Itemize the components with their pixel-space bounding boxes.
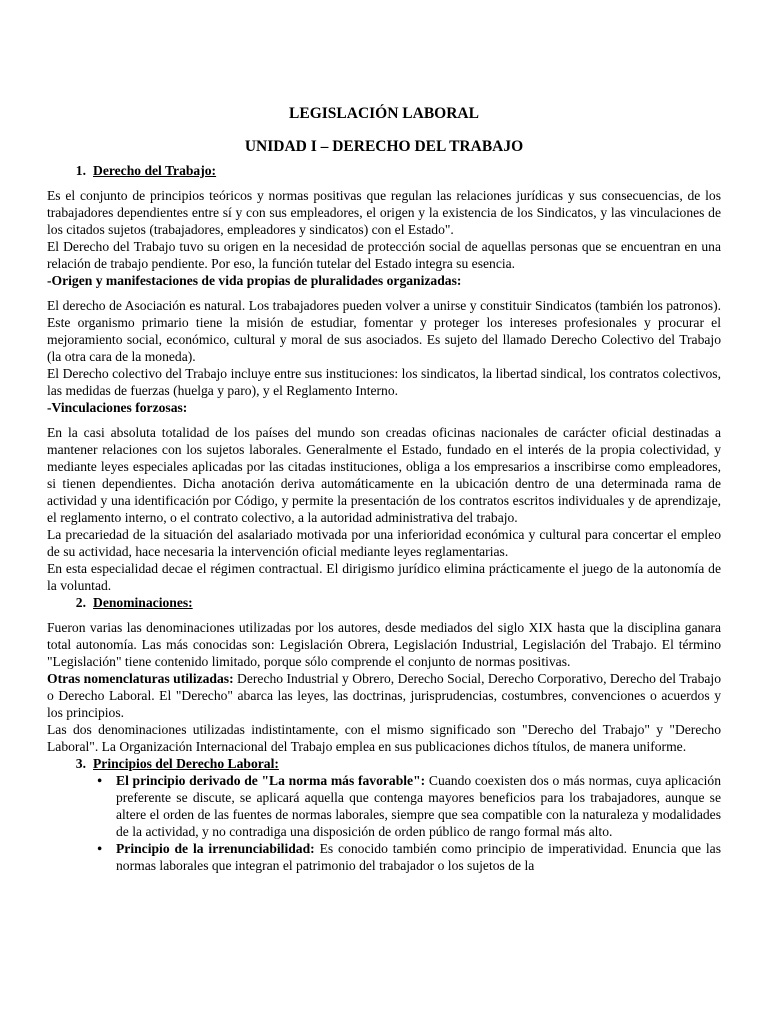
section-number: 1. [75,163,86,178]
paragraph: El Derecho del Trabajo tuvo su origen en la necesidad de protección social de aquellas personas que se encuentran en una relación de trabajo pendiente. Por eso, la función tutelar del Estado integra su esencia. [47,239,721,271]
principles-list [47,772,721,874]
document-page [47,104,721,874]
section-heading-1 [47,162,721,179]
item-text: Cuando coexisten dos o más normas, cuya aplicación preferente se discute, se aplicará aquella que contenga mayores beneficios para los trabajadores, aunque se altere el orden de las fuentes de normas laborales, siempre que sea compatible con la naturaleza y modalidades de la actividad, y no contradiga una disposición de orden público de rango formal más alto. [116,773,721,839]
section-number: 3. [75,756,86,771]
paragraph: El derecho de Asociación es natural. Los trabajadores pueden volver a unirse y constituir Sindicatos (también los patronos). Este organismo primario tiene la misión de estudiar, fomentar y proteger los intereses profesionales y procurar el mejoramiento social, económico, cultural y moral de sus asociados. Es sujeto del llamado Derecho Colectivo del Trabajo (la otra cara de la moneda). [47,298,721,364]
list-item-text [116,840,721,874]
section-title: Denominaciones: [93,595,193,610]
item-text: Es conocido también como principio de imperatividad. Enuncia que las normas laborales que integran el patrimonio del trabajador o los sujetos de la [116,841,721,873]
paragraph [47,670,721,721]
list-item [47,840,721,874]
paragraph: El Derecho colectivo del Trabajo incluye entre sus instituciones: los sindicatos, la libertad sindical, los contratos colectivos, las medidas de fuerzas (huelga y paro), y el Reglamento Interno. [47,366,721,398]
unit-title: UNIDAD I – DERECHO DEL TRABAJO [244,138,524,155]
paragraph: Fueron varias las denominaciones utilizadas por los autores, desde mediados del siglo XIX hasta que la disciplina ganara total autonomía. Las más conocidas son: Legislación Obrera, Legislación Industrial, Legislación del Trabajo. El término "Legislación" tiene contenido limitado, porque sólo comprende el conjunto de normas positivas. [47,620,721,669]
subheading: -Origen y manifestaciones de vida propias de pluralidades organizadas: [47,273,462,288]
bullet-icon: • [97,841,102,856]
paragraph: Es el conjunto de principios teóricos y normas positivas que regulan las relaciones jurídicas y sus consecuencias, de los trabajadores dependientes entre sí y con sus empleadores, el origen y la existencia de los Sindicatos, y las vinculaciones de los citados sujetos (trabajadores, empleadores y sindicatos) con el Estado". [47,188,721,237]
section-number: 2. [75,595,86,610]
paragraph: La precariedad de la situación del asalariado motivada por una inferioridad económica y cultural para concertar el empleo de su actividad, hace necesaria la intervención oficial mediante leyes reglamentarias. [47,527,721,559]
paragraph: En la casi absoluta totalidad de los países del mundo son creadas oficinas nacionales de carácter oficial destinadas a mantener relaciones con los sujetos laborales. Generalmente el Estado, fundado en el interés de la propia colectividad, y mediante leyes especiales aplicadas por las citadas instituciones, obliga a los empresarios a inscribirse como empleadores, si tienen dependientes. Dicha anotación deriva automáticamente en la ubicación dentro de una determinada rama de actividad y una identificación por Código, y permite la presentación de los contratos escritos individuales y de aprendizaje, el reglamento interno, o el contrato colectivo, a la autoridad administrativa del trabajo. [47,425,721,525]
paragraph-text: Derecho Industrial y Obrero, Derecho Social, Derecho Corporativo, Derecho del Trabajo o Derecho Laboral. El "Derecho" abarca las leyes, las doctrinas, jurisprudencias, costumbres, convenciones o acuerdos y los principios. [47,671,721,720]
list-item [47,772,721,840]
section-heading-2 [47,594,721,611]
bold-lead: Otras nomenclaturas utilizadas: [47,671,234,686]
list-item-text [116,772,721,840]
bold-lead: El principio derivado de "La norma más favorable": [116,773,426,788]
bold-lead: Principio de la irrenunciabilidad: [116,841,315,856]
paragraph: En esta especialidad decae el régimen contractual. El dirigismo jurídico elimina prácticamente el juego de la autonomía de la voluntad. [47,561,721,593]
section-heading-3 [47,755,721,772]
section-title: Principios del Derecho Laboral: [93,756,279,771]
document-title: LEGISLACIÓN LABORAL [289,105,479,122]
section-title: Derecho del Trabajo: [93,163,217,178]
bullet-icon: • [97,773,102,788]
subheading: -Vinculaciones forzosas: [47,400,188,415]
paragraph: Las dos denominaciones utilizadas indistintamente, con el mismo significado son "Derecho del Trabajo" y "Derecho Laboral". La Organización Internacional del Trabajo emplea en sus publicaciones dichos títulos, de manera uniforme. [47,722,721,754]
